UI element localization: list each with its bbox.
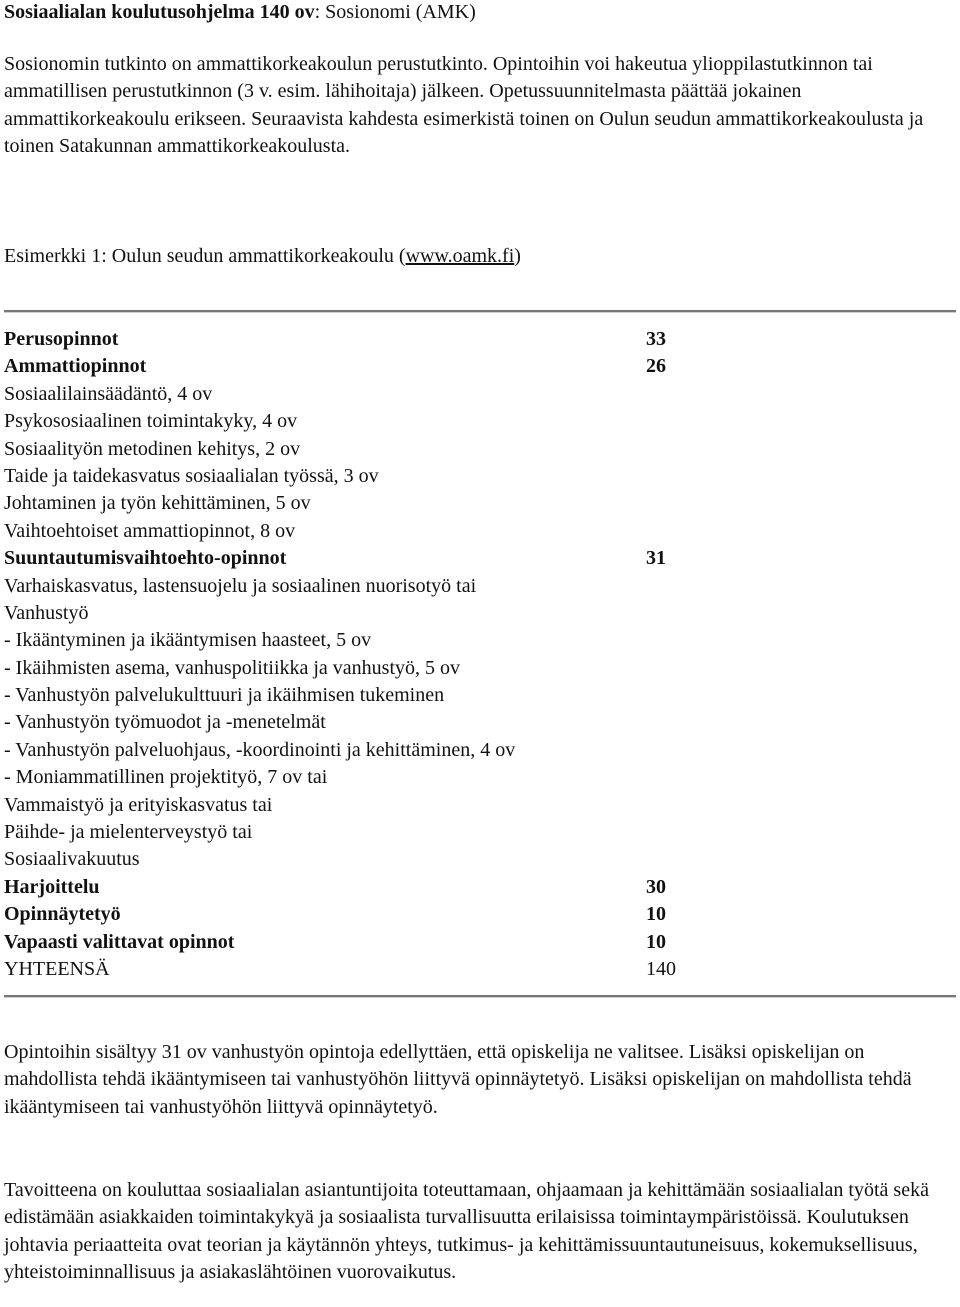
- row-value: [646, 764, 706, 791]
- row-value: [646, 408, 706, 435]
- example-suffix: ): [514, 245, 521, 267]
- row-label: - Vanhustyön palvelukulttuuri ja ikäihmisen tukeminen: [4, 684, 445, 707]
- row-label: Psykososiaalinen toimintakyky, 4 ov: [4, 410, 298, 433]
- table-row: [4, 846, 904, 873]
- row-value: [646, 709, 706, 736]
- row-label: Sosiaalityön metodinen kehitys, 2 ov: [4, 437, 301, 460]
- row-label: Vaihtoehtoiset ammattiopinnot, 8 ov: [4, 519, 296, 542]
- row-label: Sosiaalivakuutus: [4, 848, 140, 871]
- example-prefix: Esimerkki 1: Oulun seudun ammattikorkeakoulu (: [4, 245, 406, 267]
- row-value: 10: [646, 903, 666, 926]
- notes-paragraph: Opintoihin sisältyy 31 ov vanhustyön opintoja edellyttäen, että opiskelija ne valitsee. Lisäksi opiskelijan on mahdollista tehdä ikääntymiseen tai vanhustyöhön liittyvä opinnäytetyö. Lisäksi opiskelijan on mahdollista tehdä ikääntymiseen tai vanhustyöhön liittyvä opinnäytetyö.: [4, 1041, 912, 1118]
- table-row: [4, 709, 904, 736]
- row-label: Taide ja taidekasvatus sosiaalialan työssä, 3 ov: [4, 464, 379, 487]
- row-label: YHTEENSÄ: [4, 957, 110, 980]
- goals-paragraph: Tavoitteena on kouluttaa sosiaalialan asiantuntijoita toteuttamaan, ohjaamaan ja kehittämään sosiaalialan työtä sekä edistämään asiakkaiden toimintakykyä ja sosiaalista turvallisuutta erilaisissa toimintaympäristöissä. Koulutuksen johtavia periaatteita ovat teorian ja käytännön yhteys, tutkimus- ja kehittämissuuntautuneisuus, kokemuksellisuus, yhteistoiminnallisuus ja asiakaslähtöinen vuorovaikutus.: [4, 1179, 929, 1284]
- row-label: Varhaiskasvatus, lastensuojelu ja sosiaalinen nuorisotyö tai: [4, 574, 477, 597]
- row-value: 140: [646, 957, 676, 980]
- row-label: Opinnäytetyö: [4, 903, 121, 926]
- row-label: Perusopinnot: [4, 328, 119, 350]
- document-title: [4, 0, 476, 24]
- table-row: [4, 819, 904, 846]
- row-value: [646, 381, 706, 408]
- row-value: [646, 436, 706, 463]
- row-value: 33: [646, 328, 666, 350]
- table-row: [4, 737, 904, 764]
- table-row: [4, 929, 904, 956]
- row-value: [646, 627, 706, 654]
- row-value: 30: [646, 875, 666, 898]
- row-label: Ammattiopinnot: [4, 355, 147, 378]
- row-label: - Vanhustyön työmuodot ja -menetelmät: [4, 711, 326, 734]
- bottom-divider: [4, 995, 956, 998]
- row-value: [646, 600, 706, 627]
- row-value: [646, 846, 706, 873]
- row-label: Päihde- ja mielenterveystyö tai: [4, 821, 253, 844]
- row-label: Suuntautumisvaihtoehto-opinnot: [4, 547, 287, 570]
- row-label: - Ikääntyminen ja ikääntymisen haasteet, 5 ov: [4, 629, 372, 652]
- table-row: [4, 600, 904, 627]
- table-row: [4, 463, 904, 490]
- table-row: [4, 792, 904, 819]
- row-value: 26: [646, 355, 666, 378]
- table-row: [4, 490, 904, 517]
- row-value: [646, 682, 706, 709]
- row-value: [646, 573, 706, 600]
- title-bold: Sosiaalialan koulutusohjelma 140 ov: [4, 1, 315, 23]
- table-row: [4, 436, 904, 463]
- row-label: Vanhustyö: [4, 601, 89, 624]
- table-row: [4, 874, 904, 901]
- oamk-link[interactable]: www.oamk.fi: [405, 245, 515, 267]
- row-label: - Ikäihmisten asema, vanhuspolitiikka ja vanhustyö, 5 ov: [4, 656, 461, 679]
- table-row: [4, 518, 904, 545]
- row-value: [646, 737, 706, 764]
- row-value: [646, 655, 706, 682]
- row-label: Harjoittelu: [4, 875, 100, 898]
- row-value: [646, 792, 706, 819]
- row-label: Vammaistyö ja erityiskasvatus tai: [4, 793, 273, 816]
- table-row: [4, 408, 904, 435]
- row-value: [646, 490, 706, 517]
- row-value: [646, 463, 706, 490]
- top-divider: [4, 310, 956, 313]
- row-value: 10: [646, 930, 666, 953]
- table-row: [4, 655, 904, 682]
- table-row: [4, 545, 904, 572]
- row-value: [646, 819, 706, 846]
- table-row: [4, 353, 904, 380]
- row-label: - Vanhustyön palveluohjaus, -koordinointi ja kehittäminen, 4 ov: [4, 738, 516, 761]
- table-row: [4, 381, 904, 408]
- table-row: [4, 627, 904, 654]
- row-label: Vapaasti valittavat opinnot: [4, 930, 235, 953]
- table-row: [4, 326, 904, 353]
- row-label: Johtaminen ja työn kehittäminen, 5 ov: [4, 492, 311, 515]
- row-value: 31: [646, 547, 666, 570]
- table-row: [4, 764, 904, 791]
- table-row: [4, 682, 904, 709]
- table-row: [4, 956, 904, 983]
- table-row: [4, 901, 904, 928]
- row-value: [646, 518, 706, 545]
- example-heading: [4, 243, 521, 270]
- row-label: Sosiaalilainsäädäntö, 4 ov: [4, 382, 213, 405]
- title-subtitle: : Sosionomi (AMK): [314, 1, 476, 23]
- table-row: [4, 573, 904, 600]
- intro-paragraph: Sosionomin tutkinto on ammattikorkeakoulun perustutkinto. Opintoihin voi hakeutua ylioppilastutkinnon tai ammatillisen perustutkinnon (3 v. esim. lähihoitaja) jälkeen. Opetussuunnitelmasta päättää jokainen ammattikorkeakoulu erikseen. Seuraavista kahdesta esimerkistä toinen on Oulun seudun ammattikorkeakoulusta ja toinen Satakunnan ammattikorkeakoulusta.: [4, 53, 924, 158]
- row-label: - Moniammatillinen projektityö, 7 ov tai: [4, 766, 328, 789]
- curriculum-table: [4, 326, 904, 983]
